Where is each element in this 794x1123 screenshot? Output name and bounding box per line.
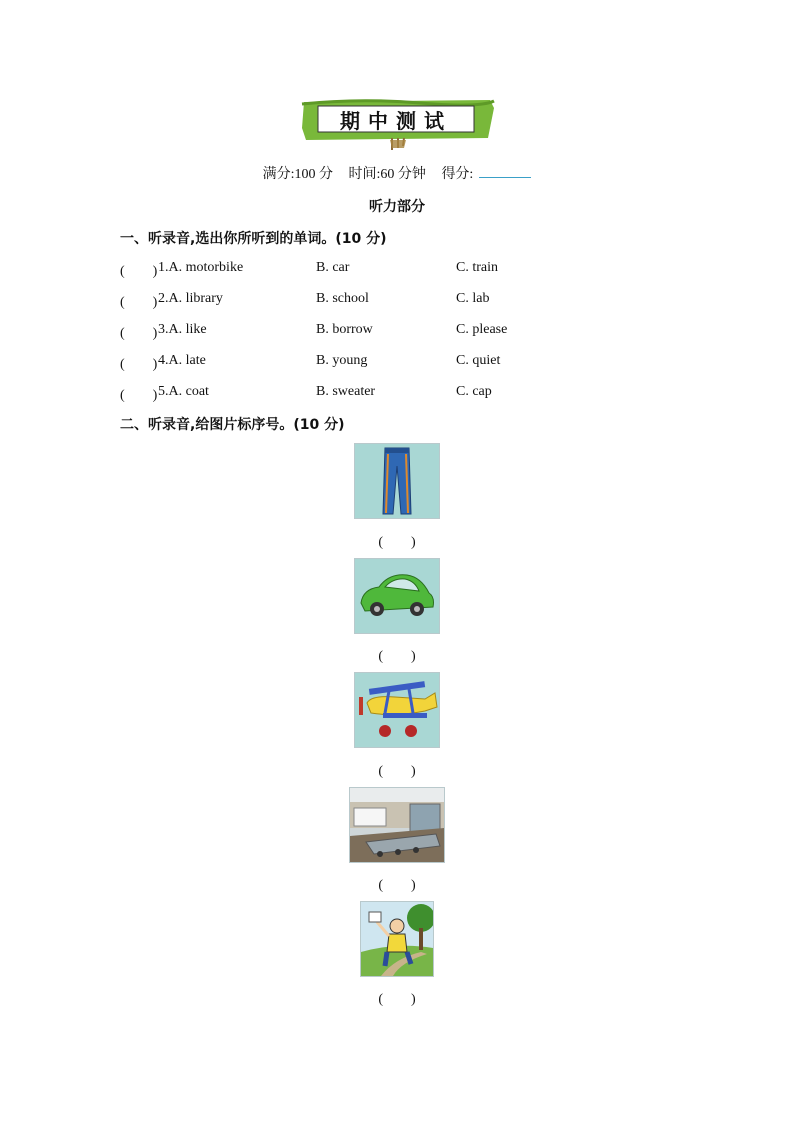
option-a: 4.A. late bbox=[158, 353, 206, 368]
option-b: B. borrow bbox=[316, 322, 373, 337]
option-c: C. train bbox=[456, 260, 498, 275]
score-line bbox=[0, 163, 794, 183]
time-limit: 时间:60 分钟 bbox=[348, 167, 426, 182]
boy-park-icon bbox=[361, 902, 433, 976]
picture-answer-blank[interactable]: ( ) bbox=[378, 535, 416, 550]
toy-plane-icon bbox=[355, 673, 439, 747]
option-a: 5.A. coat bbox=[158, 384, 209, 399]
full-marks: 满分:100 分 bbox=[262, 167, 334, 182]
option-b: B. sweater bbox=[316, 384, 376, 399]
q1-item bbox=[120, 322, 680, 342]
title-banner bbox=[300, 98, 496, 150]
meeting-room-icon bbox=[350, 788, 444, 862]
option-b: B. car bbox=[316, 260, 350, 275]
car-picture bbox=[354, 558, 440, 634]
q1-item bbox=[120, 260, 680, 280]
jeans-icon bbox=[355, 444, 439, 518]
page-title: 期中测试 bbox=[340, 108, 452, 133]
option-a: 2.A. library bbox=[158, 291, 223, 306]
option-c: C. cap bbox=[456, 384, 492, 399]
option-c: C. quiet bbox=[456, 353, 501, 368]
answer-blank[interactable]: ( ) bbox=[120, 388, 158, 403]
answer-blank[interactable]: ( ) bbox=[120, 326, 158, 341]
toy-plane-picture bbox=[354, 672, 440, 748]
option-a: 3.A. like bbox=[158, 322, 207, 337]
q1-item bbox=[120, 291, 680, 311]
option-c: C. please bbox=[456, 322, 508, 337]
jeans-picture bbox=[354, 443, 440, 519]
q1-item bbox=[120, 384, 680, 404]
score-label: 得分: bbox=[441, 167, 474, 182]
option-a: 1.A. motorbike bbox=[158, 260, 244, 275]
picture-answer-blank[interactable]: ( ) bbox=[378, 878, 416, 893]
score-blank[interactable] bbox=[479, 165, 531, 178]
picture-answer-blank[interactable]: ( ) bbox=[378, 764, 416, 779]
car-icon bbox=[355, 559, 439, 633]
section-title: 听力部分 bbox=[369, 199, 425, 215]
q1-heading: 一、听录音,选出你所听到的单词。(10 分) bbox=[120, 231, 387, 247]
meeting-room-picture bbox=[349, 787, 445, 863]
answer-blank[interactable]: ( ) bbox=[120, 295, 158, 310]
boy-park-picture bbox=[360, 901, 434, 977]
option-c: C. lab bbox=[456, 291, 490, 306]
q1-item bbox=[120, 353, 680, 373]
answer-blank[interactable]: ( ) bbox=[120, 264, 158, 279]
answer-blank[interactable]: ( ) bbox=[120, 357, 158, 372]
option-b: B. school bbox=[316, 291, 369, 306]
picture-answer-blank[interactable]: ( ) bbox=[378, 649, 416, 664]
q2-heading: 二、听录音,给图片标序号。(10 分) bbox=[120, 417, 345, 433]
picture-answer-blank[interactable]: ( ) bbox=[378, 992, 416, 1007]
option-b: B. young bbox=[316, 353, 368, 368]
